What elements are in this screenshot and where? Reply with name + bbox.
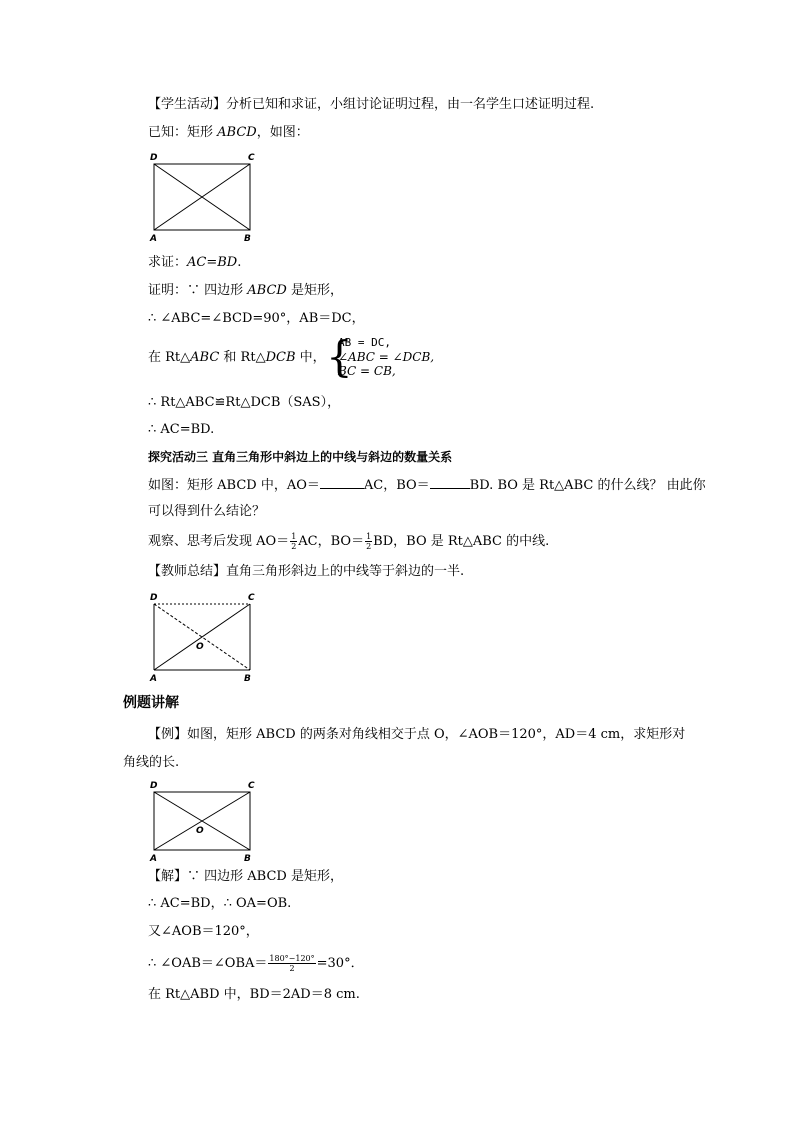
- example-section-heading: 例题讲解: [123, 695, 179, 711]
- congruence-line: ∴ Rt△ABC≌Rt△DCB（SAS），: [148, 395, 341, 410]
- given-rect-name: ABCD: [217, 125, 257, 140]
- label-c: C: [248, 781, 255, 791]
- question-part-c: BD. BO 是 Rt△ABC 的什么线？ 由此你: [469, 478, 706, 493]
- label-c: C: [248, 153, 255, 163]
- fraction-half-1: $\frac{1}{2}$: [291, 532, 297, 551]
- question-line-2: 可以得到什么结论？: [148, 504, 266, 519]
- fill-blank-2[interactable]: [430, 476, 470, 489]
- tri-suffix: 中，: [295, 350, 326, 365]
- prove-statement: AC=BD: [187, 255, 238, 270]
- proof-angles-line: ∴ ∠ABC=∠BCD=90°，AB＝DC，: [148, 311, 365, 326]
- student-activity-tag: 【学生活动】: [148, 97, 227, 112]
- system-row-2: ∠ABC = ∠DCB,: [338, 350, 435, 364]
- solution-diagonals-line: ∴ AC=BD，∴ OA=OB.: [148, 896, 292, 911]
- teacher-summary-line: [148, 563, 464, 581]
- label-c: C: [248, 593, 255, 603]
- fill-blank-1[interactable]: [320, 476, 364, 489]
- student-activity-line: [148, 96, 594, 114]
- proof-start-line: [148, 282, 343, 300]
- proof-prefix: 证明：∵ 四边形: [148, 283, 248, 298]
- label-o: O: [196, 642, 204, 652]
- given-line: [148, 124, 309, 142]
- label-a: A: [150, 674, 157, 684]
- conclusion-line: ∴ AC=BD.: [148, 422, 215, 437]
- label-a: A: [150, 854, 157, 864]
- rectangle-figure-3: [148, 778, 260, 868]
- prove-prefix: 求证：: [148, 255, 188, 270]
- tri-mid: 和 Rt△: [219, 350, 266, 365]
- observation-line: [148, 532, 549, 551]
- question-part-b: AC，BO＝: [363, 478, 430, 493]
- obs-part-b: AC，BO＝: [298, 534, 365, 549]
- base-angles-prefix: ∴ ∠OAB＝∠OBA＝: [148, 956, 268, 971]
- proof-suffix: 是矩形，: [286, 283, 343, 298]
- system-row-3: BC = CB,: [338, 364, 396, 378]
- example-problem-line: 【例】如图，矩形 ABCD 的两条对角线相交于点 O，∠AOB＝120°，AD＝4 cm，求矩形对: [148, 727, 686, 742]
- tri-abc: ABC: [190, 350, 220, 365]
- fraction-angle: $\frac{180^\circ-120^\circ}{2}$: [269, 954, 315, 973]
- solution-angle-line: 又∠AOB＝120°，: [148, 924, 259, 939]
- label-b: B: [244, 674, 251, 684]
- student-activity-text: 分析已知和求证，小组讨论证明过程，由一名学生口述证明过程.: [226, 97, 595, 112]
- tri-prefix: 在 Rt△: [148, 350, 191, 365]
- rectangle-figure-2: [148, 590, 260, 688]
- proof-triangles-line: [148, 349, 326, 367]
- solution-base-angles-line: [148, 954, 364, 973]
- label-d: D: [150, 593, 158, 603]
- label-d: D: [150, 781, 158, 791]
- question-part-a: 如图：矩形 ABCD 中，AO＝: [148, 478, 320, 493]
- left-brace: {: [326, 332, 353, 381]
- label-b: B: [244, 234, 251, 244]
- prove-suffix: .: [237, 255, 242, 270]
- given-prefix: 已知：矩形: [148, 125, 218, 140]
- prove-line: [148, 254, 241, 272]
- label-o: O: [196, 826, 204, 836]
- obs-part-a: 观察、思考后发现 AO＝: [148, 534, 290, 549]
- example-problem-line-2: 角线的长.: [123, 755, 180, 770]
- teacher-summary-text: 直角三角形斜边上的中线等于斜边的一半.: [226, 564, 465, 579]
- tri-dcb: DCB: [265, 350, 296, 365]
- rectangle-figure-1: [148, 150, 260, 248]
- obs-part-c: BD，BO 是 Rt△ABC 的中线.: [373, 534, 550, 549]
- base-angles-result: =30°．: [316, 956, 364, 971]
- activity-three-heading: 探究活动三 直角三角形中斜边上的中线与斜边的数量关系: [148, 450, 453, 464]
- question-line: [148, 476, 706, 495]
- label-d: D: [150, 153, 158, 163]
- label-a: A: [150, 234, 157, 244]
- label-b: B: [244, 854, 251, 864]
- fraction-half-2: $\frac{1}{2}$: [366, 532, 372, 551]
- solution-final-line: 在 Rt△ABD 中，BD＝2AD＝8 cm.: [148, 987, 360, 1002]
- proof-rect-name: ABCD: [247, 283, 287, 298]
- teacher-summary-tag: 【教师总结】: [148, 564, 227, 579]
- solution-start-line: 【解】∵ 四边形 ABCD 是矩形，: [148, 869, 343, 884]
- system-row-1: AB = DC,: [338, 336, 391, 349]
- given-suffix: ，如图：: [256, 125, 309, 140]
